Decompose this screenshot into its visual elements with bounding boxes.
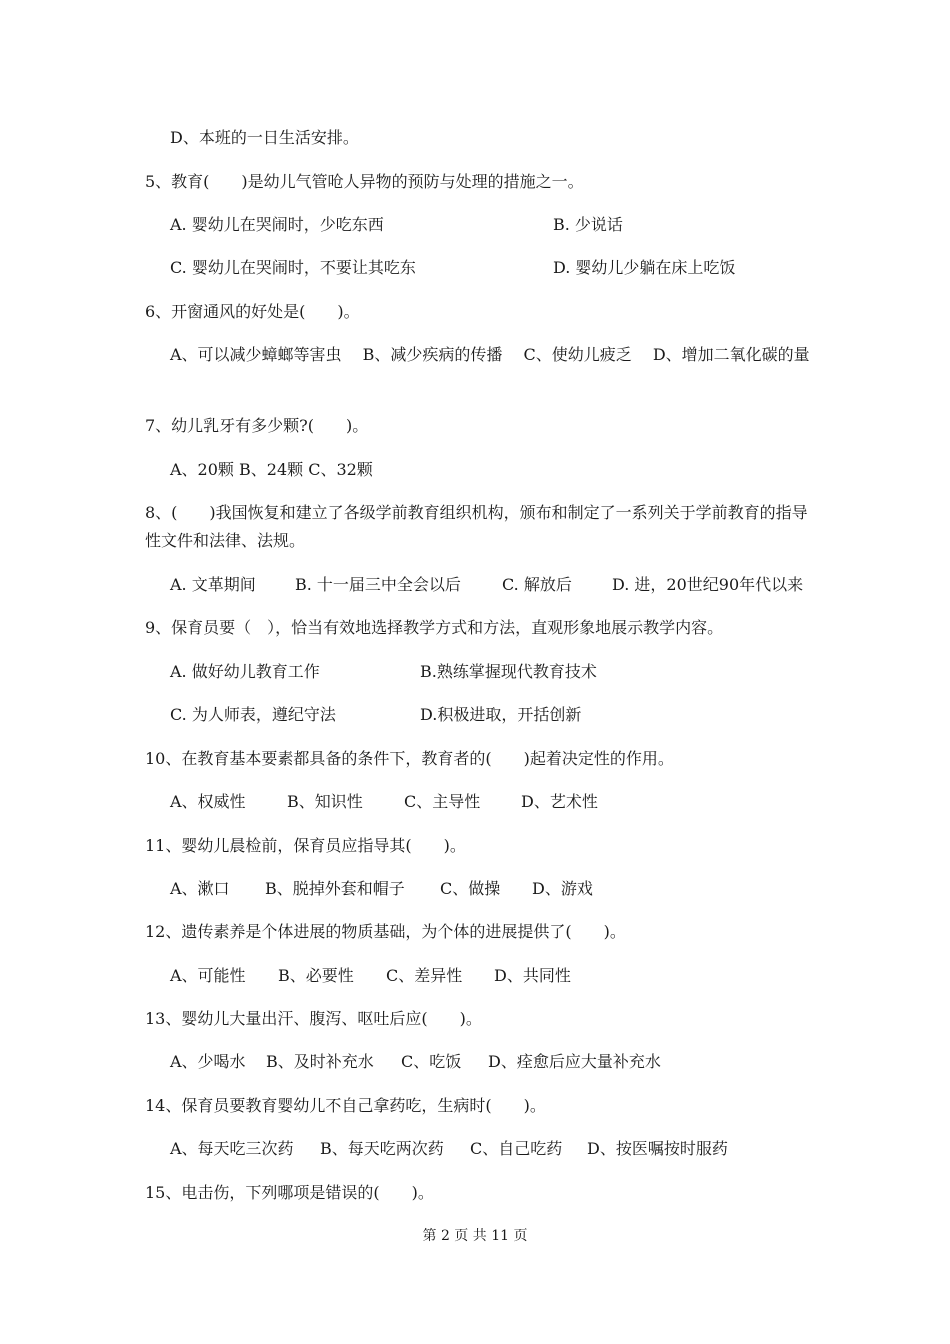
q5-option-c: C. 婴幼儿在哭闹时，不要让其吃东 xyxy=(170,258,416,277)
q9-stem: 9、保育员要（ ），恰当有效地选择教学方式和方法，直观形象地展示教学内容。 xyxy=(145,618,724,637)
q6-stem: 6、开窗通风的好处是( )。 xyxy=(145,302,360,321)
q8-option-a: A. 文革期间 xyxy=(170,575,256,594)
q11-options xyxy=(170,879,593,899)
q9-option-a: A. 做好幼儿教育工作 xyxy=(170,662,320,681)
q15-stem: 15、电击伤，下列哪项是错误的( )。 xyxy=(145,1183,434,1202)
q11-option-d: D、游戏 xyxy=(532,879,593,898)
q13-stem: 13、婴幼儿大量出汗、腹泻、呕吐后应( )。 xyxy=(145,1009,482,1028)
q14-option-c: C、自己吃药 xyxy=(470,1139,563,1158)
q12-option-b: B、必要性 xyxy=(278,966,354,985)
q6-options: A、可以减少蟑螂等害虫 B、减少疾病的传播 C、使幼儿疲乏 D、增加二氧化碳的量 xyxy=(170,345,810,364)
q13-option-c: C、吃饭 xyxy=(401,1052,462,1071)
q12-option-d: D、共同性 xyxy=(494,966,571,985)
q4-option-d: D、本班的一日生活安排。 xyxy=(170,128,359,147)
q5-option-a: A. 婴幼儿在哭闹时，少吃东西 xyxy=(170,215,384,234)
q11-option-b: B、脱掉外套和帽子 xyxy=(265,879,405,898)
q5-option-b: B. 少说话 xyxy=(553,215,623,234)
q12-option-c: C、差异性 xyxy=(386,966,463,985)
q10-option-c: C、主导性 xyxy=(404,792,481,811)
q8-option-d: D. 进，20世纪90年代以来 xyxy=(612,575,804,594)
q12-options xyxy=(170,966,571,986)
q7-stem: 7、幼儿乳牙有多少颗?( )。 xyxy=(145,416,369,435)
q10-option-d: D、艺术性 xyxy=(521,792,598,811)
q10-option-b: B、知识性 xyxy=(287,792,363,811)
q14-option-a: A、每天吃三次药 xyxy=(170,1139,294,1158)
q11-option-c: C、做操 xyxy=(440,879,501,898)
q10-option-a: A、权威性 xyxy=(170,792,246,811)
q10-stem: 10、在教育基本要素都具备的条件下，教育者的( )起着决定性的作用。 xyxy=(145,749,674,768)
q8-stem: 8、( )我国恢复和建立了各级学前教育组织机构，颁布和制定了一系列关于学前教育的指导性文件和法律、法规。 xyxy=(145,503,808,550)
q10-options xyxy=(170,792,598,812)
q5-stem: 5、教育( )是幼儿气管呛人异物的预防与处理的措施之一。 xyxy=(145,172,584,191)
q13-option-b: B、及时补充水 xyxy=(266,1052,374,1071)
page-footer: 第 2 页 共 11 页 xyxy=(422,1228,528,1244)
q7-options: A、20颗 B、24颗 C、32颗 xyxy=(170,460,373,479)
q13-option-d: D、痊愈后应大量补充水 xyxy=(488,1052,661,1071)
q12-option-a: A、可能性 xyxy=(170,966,246,985)
q8-option-c: C. 解放后 xyxy=(502,575,572,594)
q9-option-d: D.积极进取，开括创新 xyxy=(420,705,582,724)
q5-option-d: D. 婴幼儿少躺在床上吃饭 xyxy=(553,258,736,277)
q14-option-d: D、按医嘱按时服药 xyxy=(587,1139,728,1158)
q14-options xyxy=(170,1139,728,1159)
q14-option-b: B、每天吃两次药 xyxy=(320,1139,444,1158)
q9-option-c: C. 为人师表，遵纪守法 xyxy=(170,705,336,724)
q8-options xyxy=(170,575,803,595)
q9-option-b: B.熟练掌握现代教育技术 xyxy=(420,662,597,681)
q13-options xyxy=(170,1052,661,1072)
q14-stem: 14、保育员要教育婴幼儿不自己拿药吃，生病时( )。 xyxy=(145,1096,546,1115)
q13-option-a: A、少喝水 xyxy=(170,1052,246,1071)
q8-option-b: B. 十一届三中全会以后 xyxy=(295,575,461,594)
q11-stem: 11、婴幼儿晨检前，保育员应指导其( )。 xyxy=(145,836,466,855)
q11-option-a: A、漱口 xyxy=(170,879,230,898)
q12-stem: 12、遗传素养是个体进展的物质基础，为个体的进展提供了( )。 xyxy=(145,922,626,941)
